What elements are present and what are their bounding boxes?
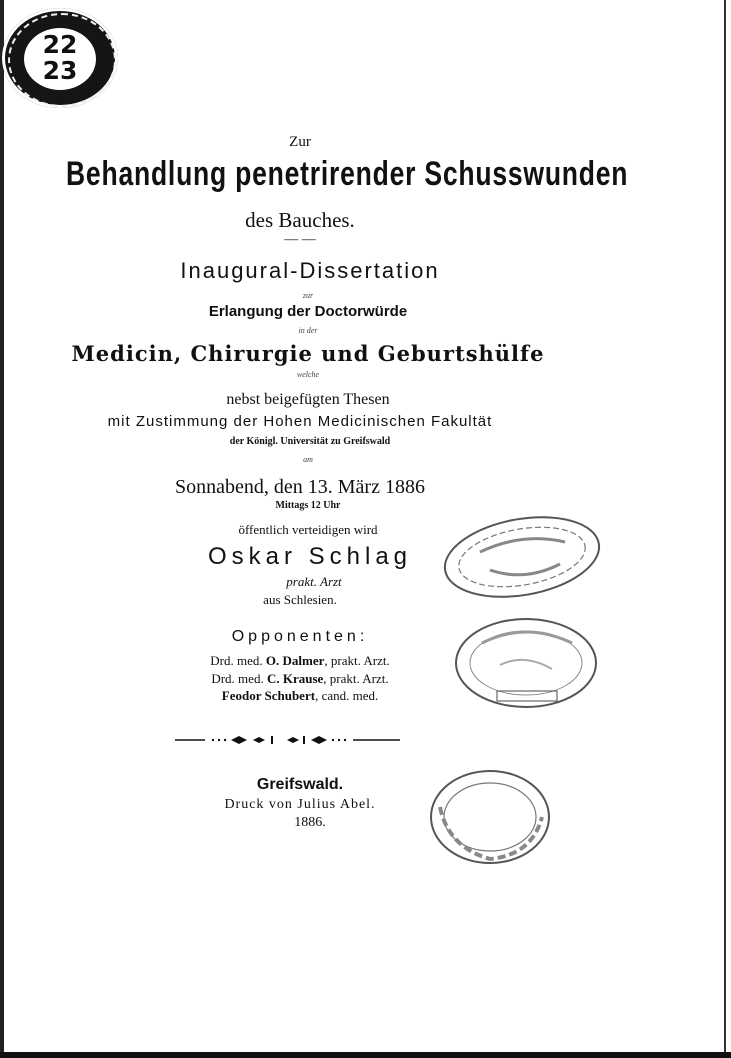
title-subtitle: des Bauches.	[245, 208, 355, 232]
author-name: Oskar Schlag	[207, 543, 413, 570]
opponent-name: C. Krause	[266, 671, 324, 686]
printer-line: Druck von Julius Abel.	[224, 797, 376, 812]
approval-line: mit Zustimmung der Hohen Medicinischen Fakultät	[107, 413, 493, 430]
library-stamp-oval-1	[440, 512, 605, 602]
page-edge-right	[724, 0, 726, 1058]
university-line: der Königl. Universität zu Greifswald	[229, 436, 391, 447]
author-title: prakt. Arzt	[286, 574, 342, 589]
opponent-suffix: , cand. med.	[315, 688, 379, 703]
connector-in-der: in der	[298, 326, 318, 335]
opponent-prefix: Drd. med.	[211, 671, 264, 686]
page-edge-bottom	[0, 1052, 731, 1058]
theses-line: nebst beigefügten Thesen	[226, 391, 390, 408]
opponent-name: O. Dalmer	[265, 653, 325, 668]
decorative-rule	[175, 734, 400, 746]
library-number-seal	[2, 8, 118, 108]
seal-label	[24, 28, 96, 90]
title-dash-divider: — —	[284, 232, 316, 247]
connector-zur: zur	[302, 291, 314, 300]
place-line: Greifswald.	[256, 776, 344, 793]
opponent-name: Feodor Schubert	[221, 688, 316, 703]
dissertation-heading: Inaugural-Dissertation	[180, 258, 440, 283]
opponent-suffix: , prakt. Arzt.	[324, 653, 390, 668]
opponent-prefix: Drd. med.	[210, 653, 263, 668]
faculties-line: Medicin, Chirurgie und Geburtshülfe	[71, 341, 545, 366]
defend-line: öffentlich verteidigen wird	[238, 522, 378, 537]
seal-number-bottom: 23	[42, 56, 78, 85]
date-line: Sonnabend, den 13. März 1886	[175, 476, 425, 498]
library-stamp-circle	[428, 767, 552, 867]
page-edge-left	[0, 0, 4, 1058]
page-title: Behandlung penetrirender Schusswunden	[66, 155, 629, 193]
time-line: Mittags 12 Uhr	[275, 500, 341, 511]
connector-am: am	[303, 455, 313, 464]
year-line: 1886.	[294, 815, 326, 830]
author-origin: aus Schlesien.	[263, 592, 337, 607]
seal-number-top: 22	[42, 30, 78, 59]
opponent-suffix: , prakt. Arzt.	[323, 671, 389, 686]
title-prefix: Zur	[289, 134, 311, 150]
degree-line: Erlangung der Doctorwürde	[208, 303, 408, 320]
library-stamp-oval-2	[452, 613, 600, 713]
connector-welche: welche	[296, 370, 320, 379]
opponents-heading: Opponenten:	[231, 628, 369, 645]
